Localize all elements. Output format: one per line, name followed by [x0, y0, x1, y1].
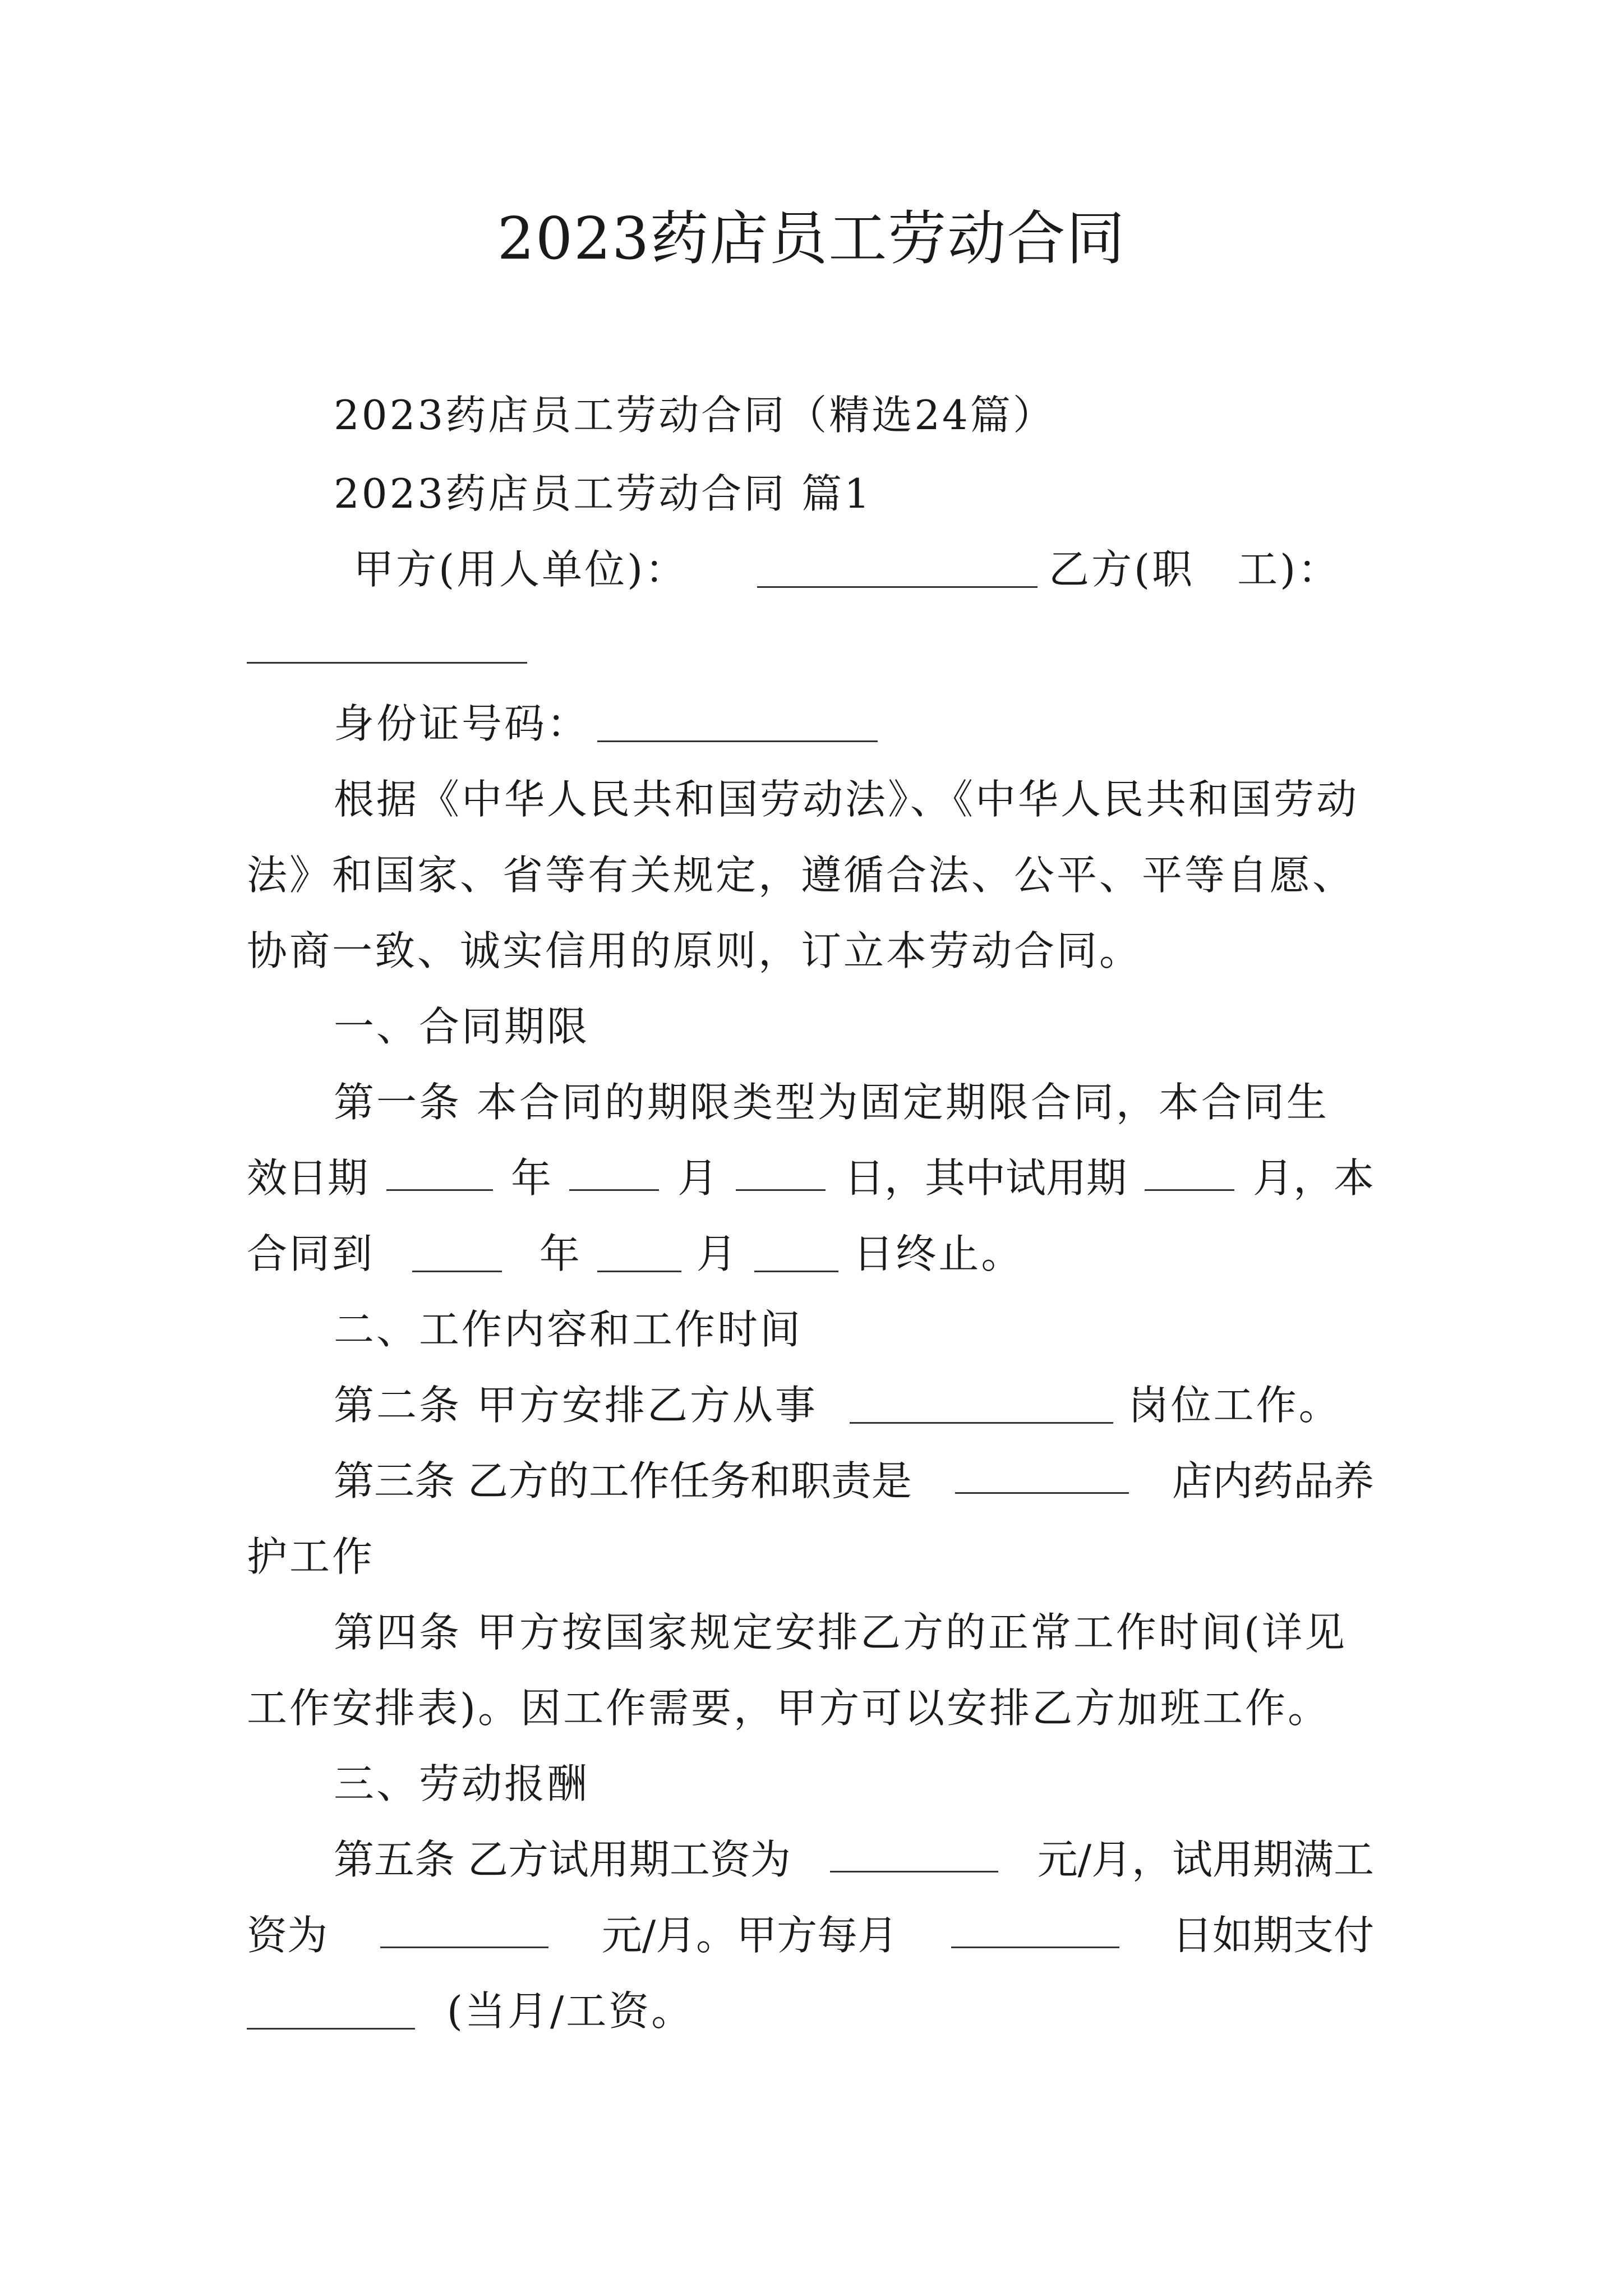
end-day-label: 日终止。	[853, 1230, 1024, 1277]
document-title: 2023药店员工劳动合同	[497, 204, 1126, 273]
id-blank[interactable]	[597, 740, 878, 742]
end-month-blank[interactable]	[597, 1231, 681, 1272]
end-year-blank[interactable]	[412, 1231, 502, 1272]
article-5-line-3	[247, 1983, 694, 2039]
section-heading: 2023药店员工劳动合同 篇1	[334, 470, 872, 517]
article-4-line-2: 工作安排表)。因工作需要，甲方可以安排乙方加班工作。	[247, 1685, 1331, 1732]
article-1-line-1: 第一条 本合同的期限类型为固定期限合同，本合同生	[334, 1079, 1329, 1126]
position-blank[interactable]	[850, 1383, 1113, 1424]
article-1-effective-label: 效日期	[247, 1154, 368, 1202]
wage-label: 资为	[247, 1912, 328, 1959]
article-5-line-1	[334, 1832, 1374, 1888]
party-a-label: 甲方(用人单位)：	[353, 546, 688, 593]
preamble-line-3: 协商一致、诚实信用的原则，订立本劳动合同。	[247, 927, 1142, 974]
article-3-duties: 店内药品养	[1172, 1457, 1374, 1504]
article-4-line-1: 第四条 甲方按国家规定安排乙方的正常工作时间(详见	[334, 1609, 1347, 1656]
heading-work-content: 二、工作内容和工作时间	[334, 1306, 803, 1353]
effective-month-blank[interactable]	[569, 1150, 659, 1191]
heading-contract-term: 一、合同期限	[334, 1003, 590, 1050]
article-2-text: 第二条 甲方安排乙方从事	[334, 1382, 818, 1429]
article-2	[334, 1377, 1341, 1433]
article-3-line-2: 护工作	[247, 1533, 375, 1580]
article-2-suffix: 岗位工作。	[1128, 1382, 1341, 1429]
pay-label: 日如期支付	[1172, 1912, 1374, 1959]
article-5-text: 第五条 乙方试用期工资为	[334, 1836, 791, 1883]
pay-period-label: (当月/工资。	[446, 1987, 694, 2035]
duties-blank[interactable]	[955, 1453, 1129, 1494]
regular-wage-blank[interactable]	[380, 1907, 548, 1948]
end-month-label: 月	[696, 1230, 739, 1277]
month-label: 月	[677, 1154, 718, 1202]
year-label: 年	[510, 1154, 551, 1202]
end-year-label: 年	[539, 1230, 582, 1277]
probation-month-blank[interactable]	[1145, 1150, 1234, 1191]
article-3-text: 第三条 乙方的工作任务和职责是	[334, 1457, 912, 1504]
preamble-line-1: 根据《中华人民共和国劳动法》、《中华人民共和国劳动	[334, 776, 1359, 823]
probation-month-label: 月，本	[1252, 1154, 1374, 1202]
effective-year-blank[interactable]	[386, 1150, 493, 1191]
monthly-label: 元/月。甲方每月	[601, 1912, 898, 1959]
party-b-blank[interactable]	[247, 662, 527, 664]
effective-day-blank[interactable]	[736, 1150, 826, 1191]
probation-wage-blank[interactable]	[830, 1832, 998, 1872]
party-b-label: 乙方(职 工)：	[1049, 546, 1341, 593]
heading-remuneration: 三、劳动报酬	[334, 1760, 590, 1807]
pay-day-blank[interactable]	[951, 1907, 1119, 1948]
end-day-blank[interactable]	[754, 1231, 838, 1272]
subtitle: 2023药店员工劳动合同（精选24篇）	[334, 392, 1055, 439]
end-label: 合同到	[247, 1230, 375, 1277]
preamble-line-2: 法》和国家、省等有关规定，遵循合法、公平、平等自愿、	[247, 852, 1355, 899]
article-5-line-2	[247, 1907, 1374, 1963]
pay-period-blank[interactable]	[247, 1989, 415, 2030]
article-1-line-2	[247, 1150, 1374, 1206]
probation-label: 日，其中试用期	[843, 1154, 1127, 1202]
article-1-line-3	[247, 1226, 1023, 1282]
party-a-blank[interactable]	[757, 586, 1038, 588]
article-5-suffix: 元/月，试用期满工	[1037, 1836, 1374, 1883]
id-label: 身份证号码：	[334, 700, 590, 747]
article-3-line-1	[334, 1453, 1374, 1509]
